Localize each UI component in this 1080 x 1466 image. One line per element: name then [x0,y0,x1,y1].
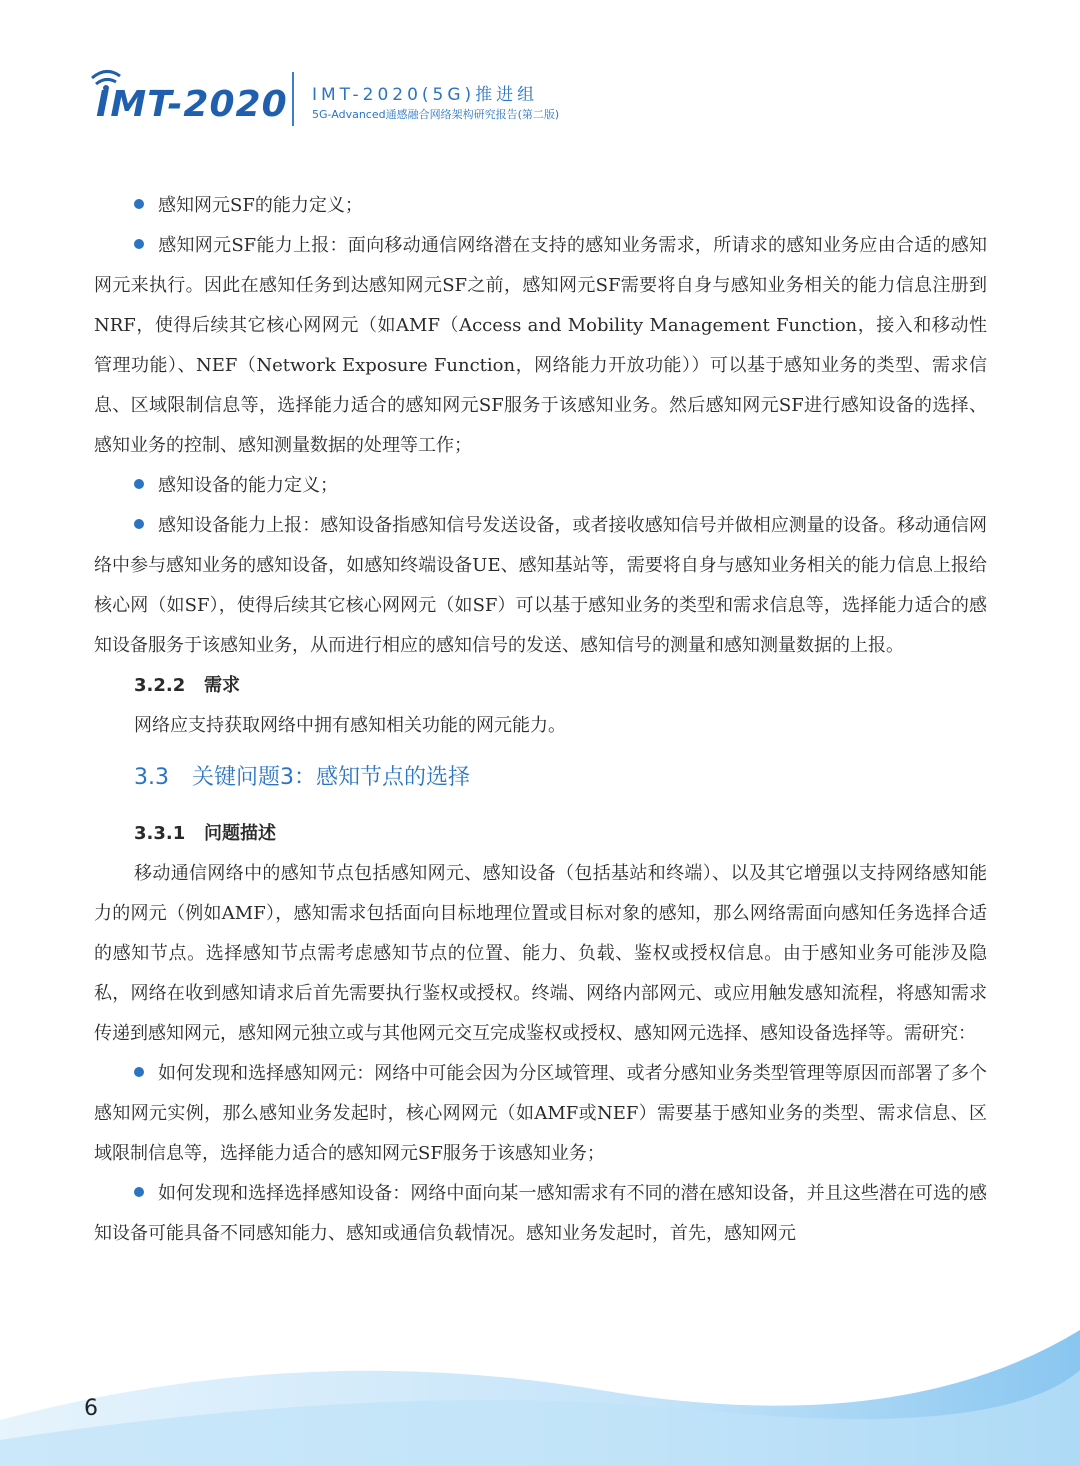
paragraph: 移动通信网络中的感知节点包括感知网元、感知设备（包括基站和终端）、以及其它增强以支持网络感知能力的网元（例如AMF），感知需求包括面向目标地理位置或目标对象的感知，那么网络需面向感知任务选择合适的感知节点。选择感知节点需考虑感知节点的位置、能力、负载、鉴权或授权信息。由于感知业务可能涉及隐私，网络在收到感知请求后首先需要执行鉴权或授权。终端、网络内部网元、或应用触发感知流程，将感知需求传递到感知网元，感知网元独立或与其他网元交互完成鉴权或授权、感知网元选择、感知设备选择等。需研究： [94,863,987,1044]
document-body [94,186,987,1254]
section-number: 3.2.2 [134,675,186,696]
section-heading-3-3-1 [94,814,987,854]
section-title: 需求 [204,675,240,696]
footer-wave-decoration [0,1300,1080,1466]
section-number: 3.3 [134,765,169,790]
bullet-item: 感知网元SF的能力定义； [94,186,987,226]
bullet-item: 如何发现和选择感知网元：网络中可能会因为分区域管理、或者分感知业务类型管理等原因而部署了多个感知网元实例，那么感知业务发起时，核心网网元（如AMF或NEF）需要基于感知业务的类型、需求信息、区域限制信息等，选择能力适合的感知网元SF服务于该感知业务； [94,1054,987,1174]
header-title: IMT-2020(5G)推进组 [312,85,539,105]
bullet-item: 如何发现和选择选择感知设备：网络中面向某一感知需求有不同的潜在感知设备，并且这些潜在可选的感知设备可能具备不同感知能力、感知或通信负载情况。感知业务发起时，首先，感知网元 [94,1174,987,1254]
bullet-item: 感知设备的能力定义； [94,466,987,506]
bullet-item: 感知网元SF能力上报：面向移动通信网络潜在支持的感知业务需求，所请求的感知业务应由合适的感知网元来执行。因此在感知任务到达感知网元SF之前，感知网元SF需要将自身与感知业务相关的能力信息注册到NRF，使得后续其它核心网网元（如AMF（Access and Mobility Management Function，接入和移动性管理功能）、NEF（Network Exposure Function，网络能力开放功能））可以基于感知业务的类型、需求信息、区域限制信息等，选择能力适合的感知网元SF服务于该感知业务。然后感知网元SF进行感知设备的选择、感知业务的控制、感知测量数据的处理等工作； [94,226,987,466]
paragraph: 网络应支持获取网络中拥有感知相关功能的网元能力。 [134,715,566,736]
header-subtitle: 5G-Advanced通感融合网络架构研究报告(第二版) [312,108,560,121]
section-title: 问题描述 [204,823,276,844]
section-heading-3-2-2 [94,666,987,706]
page-number: 6 [84,1396,98,1421]
bullet-item: 感知设备能力上报：感知设备指感知信号发送设备，或者接收感知信号并做相应测量的设备。移动通信网络中参与感知业务的感知设备，如感知终端设备UE、感知基站等，需要将自身与感知业务相关的能力信息上报给核心网（如SF），使得后续其它核心网网元（如SF）可以基于感知业务的类型和需求信息等，选择能力适合的感知设备服务于该感知业务，从而进行相应的感知信号的发送、感知信号的测量和感知测量数据的上报。 [94,506,987,666]
page-header [0,0,1080,150]
section-heading-3-3 [134,758,987,798]
header-divider [292,72,294,126]
section-title: 关键问题3：感知节点的选择 [192,765,470,790]
section-number: 3.3.1 [134,823,186,844]
logo-wordmark: IMT-2020 [96,84,288,125]
